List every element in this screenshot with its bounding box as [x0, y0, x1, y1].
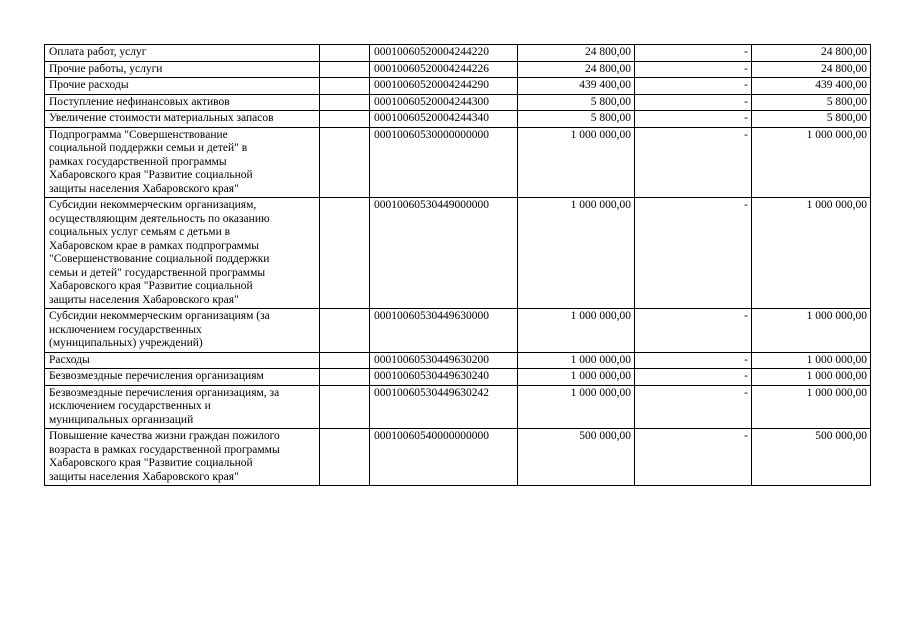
row-remaining-cell [752, 111, 871, 128]
row-executed-cell [635, 198, 752, 309]
row-approved-text: 24 800,00 [585, 46, 631, 58]
row-code-cell [370, 369, 518, 386]
table-row [45, 78, 871, 95]
row-approved-cell [518, 352, 635, 369]
table-row [45, 369, 871, 386]
row-approved-cell [518, 94, 635, 111]
table-row [45, 45, 871, 62]
row-executed-cell [635, 385, 752, 429]
row-remaining-cell [752, 369, 871, 386]
row-executed-cell [635, 61, 752, 78]
row-remaining-cell [752, 385, 871, 429]
row-name-cell [45, 429, 320, 486]
row-remaining-text: 1 000 000,00 [806, 386, 867, 399]
row-remaining-text: 1 000 000,00 [806, 370, 867, 382]
row-code-cell [370, 61, 518, 78]
row-name-cell [45, 61, 320, 78]
row-approved-cell [518, 127, 635, 198]
row-approved-cell [518, 429, 635, 486]
row-executed-cell [635, 369, 752, 386]
row-name-text: Поступление нефинансовых активов [49, 95, 230, 108]
row-executed-text: - [744, 46, 748, 58]
row-name-text: Повышение качества жизни граждан пожилого возраста в рамках государственной программы Хабаровского края "Развитие социальной защиты населения Хабаровского края" [49, 430, 280, 483]
row-executed-text: - [744, 79, 748, 91]
row-remaining-cell [752, 198, 871, 309]
row-name-cell [45, 78, 320, 95]
row-name-text: Прочие расходы [49, 79, 129, 91]
row-empty-cell [320, 111, 370, 128]
row-name-cell [45, 369, 320, 386]
row-name-cell [45, 198, 320, 309]
row-name-text: Безвозмездные перечисления организациям [49, 370, 264, 382]
row-empty-cell [320, 94, 370, 111]
row-remaining-text: 5 800,00 [826, 95, 867, 108]
row-remaining-cell [752, 94, 871, 111]
table-row [45, 385, 871, 429]
row-approved-text: 5 800,00 [590, 112, 631, 124]
row-remaining-cell [752, 352, 871, 369]
row-code-cell [370, 198, 518, 309]
row-remaining-text: 1 000 000,00 [806, 128, 867, 141]
row-executed-text: - [744, 370, 748, 382]
row-code-text: 00010060540000000000 [374, 430, 489, 442]
row-approved-cell [518, 309, 635, 353]
row-name-text: Увеличение стоимости материальных запасов [49, 112, 274, 124]
row-approved-cell [518, 45, 635, 62]
row-approved-cell [518, 78, 635, 95]
row-code-cell [370, 127, 518, 198]
row-code-cell [370, 385, 518, 429]
row-empty-cell [320, 369, 370, 386]
table-row [45, 198, 871, 309]
row-approved-text: 1 000 000,00 [570, 386, 631, 399]
row-name-text: Субсидии некоммерческим организациям (за исключением государственных (муниципальных) учреждений) [49, 310, 270, 349]
row-executed-cell [635, 309, 752, 353]
row-empty-cell [320, 127, 370, 198]
row-name-text: Расходы [49, 353, 90, 366]
row-code-text: 00010060530000000000 [374, 128, 489, 141]
row-remaining-text: 24 800,00 [821, 62, 867, 75]
row-code-text: 00010060520004244226 [374, 62, 489, 75]
budget-table [44, 44, 871, 486]
table-row [45, 111, 871, 128]
row-executed-text: - [744, 353, 748, 366]
table-row [45, 429, 871, 486]
row-code-text: 00010060520004244340 [374, 112, 489, 124]
row-empty-cell [320, 78, 370, 95]
row-approved-text: 1 000 000,00 [570, 310, 631, 322]
row-approved-cell [518, 61, 635, 78]
table-row [45, 127, 871, 198]
table-row [45, 61, 871, 78]
row-name-cell [45, 94, 320, 111]
row-code-text: 00010060530449630240 [374, 370, 489, 382]
row-remaining-text: 439 400,00 [815, 79, 867, 91]
row-remaining-cell [752, 61, 871, 78]
row-empty-cell [320, 198, 370, 309]
row-executed-text: - [744, 128, 748, 141]
row-executed-cell [635, 127, 752, 198]
row-code-text: 00010060520004244300 [374, 95, 489, 108]
row-executed-cell [635, 78, 752, 95]
row-code-text: 00010060520004244220 [374, 46, 489, 58]
row-name-cell [45, 45, 320, 62]
row-name-text: Безвозмездные перечисления организациям, за исключением государственных и муниципальных организаций [49, 386, 280, 426]
row-name-text: Оплата работ, услуг [49, 46, 147, 58]
row-approved-text: 1 000 000,00 [570, 128, 631, 141]
row-remaining-cell [752, 309, 871, 353]
row-code-cell [370, 94, 518, 111]
row-executed-text: - [744, 310, 748, 322]
row-executed-text: - [744, 112, 748, 124]
row-executed-cell [635, 111, 752, 128]
row-approved-cell [518, 111, 635, 128]
row-empty-cell [320, 309, 370, 353]
row-approved-text: 5 800,00 [590, 95, 631, 108]
row-remaining-text: 1 000 000,00 [806, 199, 867, 211]
budget-table-body [45, 45, 871, 486]
table-row [45, 352, 871, 369]
row-remaining-text: 5 800,00 [826, 112, 867, 124]
row-approved-text: 1 000 000,00 [570, 370, 631, 382]
row-approved-text: 1 000 000,00 [570, 199, 631, 211]
row-executed-text: - [744, 95, 748, 108]
row-remaining-cell [752, 78, 871, 95]
row-empty-cell [320, 352, 370, 369]
row-approved-cell [518, 369, 635, 386]
row-name-cell [45, 127, 320, 198]
row-code-cell [370, 352, 518, 369]
row-code-cell [370, 45, 518, 62]
row-code-text: 00010060530449630242 [374, 386, 489, 399]
row-approved-text: 500 000,00 [579, 430, 631, 442]
row-code-cell [370, 111, 518, 128]
row-approved-cell [518, 198, 635, 309]
row-remaining-text: 1 000 000,00 [806, 353, 867, 366]
row-executed-cell [635, 429, 752, 486]
row-approved-text: 1 000 000,00 [570, 353, 631, 366]
row-name-cell [45, 352, 320, 369]
row-empty-cell [320, 61, 370, 78]
row-name-cell [45, 111, 320, 128]
row-code-text: 00010060520004244290 [374, 79, 489, 91]
row-code-text: 00010060530449630000 [374, 310, 489, 322]
row-name-cell [45, 309, 320, 353]
row-remaining-cell [752, 127, 871, 198]
table-row [45, 309, 871, 353]
row-name-text: Субсидии некоммерческим организациям, осуществляющим деятельность по оказанию социальных услуг семьям с детьми в Хабаровском крае в рамках подпрограммы "Совершенствование социальной поддержки семьи и детей" государственной программы Хабаровского края "Развитие социальной защиты населения Хабаровского края" [49, 199, 270, 306]
row-empty-cell [320, 385, 370, 429]
row-code-text: 00010060530449000000 [374, 199, 489, 211]
row-remaining-cell [752, 45, 871, 62]
row-remaining-cell [752, 429, 871, 486]
row-name-cell [45, 385, 320, 429]
row-name-text: Прочие работы, услуги [49, 62, 163, 75]
row-approved-text: 24 800,00 [585, 62, 631, 75]
row-name-text: Подпрограмма "Совершенствование социальной поддержки семьи и детей" в рамках государственной программы Хабаровского края "Развитие социальной защиты населения Хабаровского края" [49, 128, 253, 195]
table-row [45, 94, 871, 111]
row-executed-text: - [744, 386, 748, 399]
row-remaining-text: 24 800,00 [821, 46, 867, 58]
row-executed-text: - [744, 430, 748, 442]
row-executed-cell [635, 352, 752, 369]
row-executed-cell [635, 45, 752, 62]
row-remaining-text: 1 000 000,00 [806, 310, 867, 322]
row-approved-text: 439 400,00 [579, 79, 631, 91]
row-code-text: 00010060530449630200 [374, 353, 489, 366]
row-code-cell [370, 429, 518, 486]
row-executed-text: - [744, 199, 748, 211]
row-code-cell [370, 309, 518, 353]
row-empty-cell [320, 45, 370, 62]
row-approved-cell [518, 385, 635, 429]
row-executed-cell [635, 94, 752, 111]
row-code-cell [370, 78, 518, 95]
row-executed-text: - [744, 62, 748, 75]
row-empty-cell [320, 429, 370, 486]
row-remaining-text: 500 000,00 [815, 430, 867, 442]
